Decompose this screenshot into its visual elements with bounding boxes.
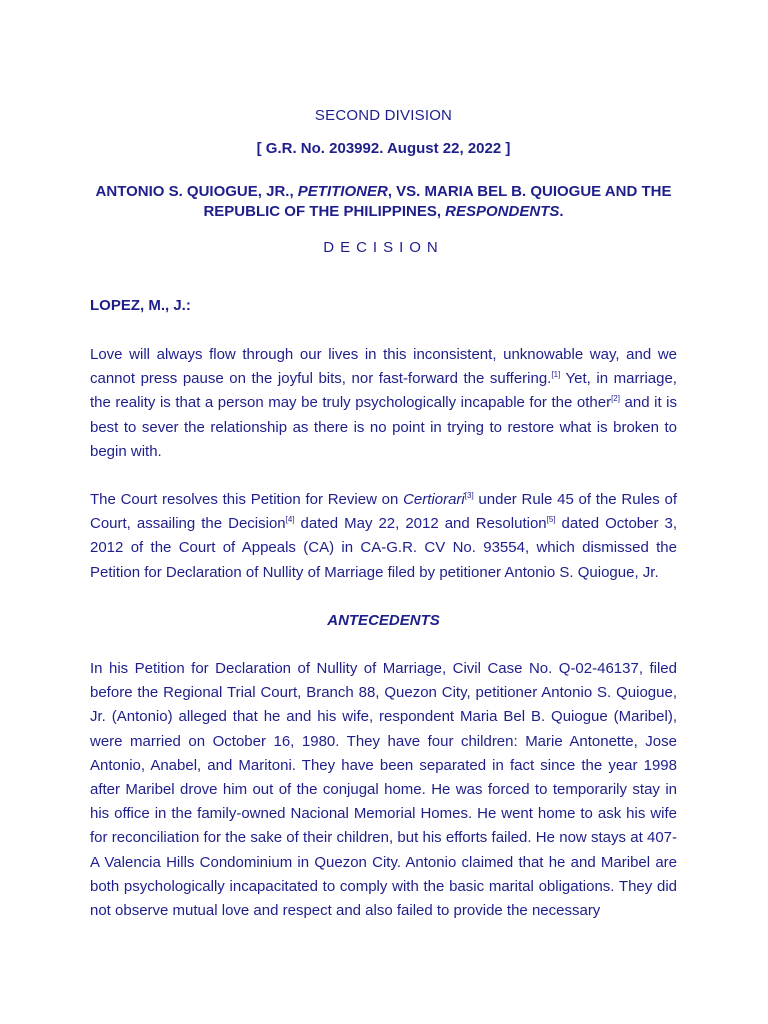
footnote-ref-3[interactable]: [3]: [464, 491, 474, 500]
respondents-names: , VS. MARIA BEL B. QUIOGUE AND THE REPUBLIC OF THE PHILIPPINES,: [203, 183, 672, 220]
p2-italic-certiorari: Certiorari: [403, 491, 465, 508]
division-heading: SECOND DIVISION: [314, 107, 453, 124]
p1-text-a: Love will always flow through our lives in this inconsistent, unknowable way, and we cannot press pause on the joyful bits, nor fast-forward the suffering.: [90, 346, 677, 388]
case-parties: [90, 182, 677, 222]
footnote-ref-1[interactable]: [1]: [551, 370, 561, 380]
antecedents-heading: ANTECEDENTS: [327, 612, 440, 629]
document-page: [90, 0, 677, 1024]
paragraph-intro: [90, 343, 677, 464]
paragraph-petition: [90, 488, 677, 585]
paragraph-antecedents: In his Petition for Declaration of Nullity of Marriage, Civil Case No. Q-02-46137, filed before the Regional Trial Court, Branch 88, Quezon City, petitioner Antonio S. Quiogue, Jr. (Antonio) alleged that he and his wife, respondent Maria Bel B. Quiogue (Maribel), were married on October 16, 1980. They have four children: Marie Antonette, Jose Antonio, Anabel, and Maritoni. They have been separated in fact since the year 1998 after Maribel drove him out of the conjugal home. He was forced to temporarily stay in his office in the family-owned Nacional Memorial Homes. He went home to ask his wife for reconciliation for the sake of their children, but his efforts failed. He now stays at 407-A Valencia Hills Condominium in Quezon City. Antonio claimed that he and Maribel are both psychologically incapacitated to comply with the basic marital obligations. They did not observe mutual love and respect and also failed to provide the necessary: [90, 660, 677, 920]
petitioner-role: PETITIONER: [297, 183, 388, 200]
ponente: LOPEZ, M., J.:: [90, 297, 191, 314]
p2-text-a: The Court resolves this Petition for Review on: [90, 491, 404, 508]
p2-text-d: dated October 3, 2012 of the Court of Appeals (CA) in CA-G.R. CV No. 93554, which dismissed the Petition for Declaration of Nullity of Marriage filed by petitioner Antonio S. Quiogue, Jr.: [90, 515, 677, 581]
footnote-ref-5[interactable]: [5]: [546, 515, 556, 525]
p1-text-c: and it is best to sever the relationship as there is no point in trying to restore what is broken to begin with.: [90, 394, 677, 460]
footnote-ref-4[interactable]: [4]: [285, 515, 295, 525]
p1-text-b: Yet, in marriage, the reality is that a person may be truly psychologically incapable for the other: [90, 370, 677, 412]
gr-number: [ G.R. No. 203992. August 22, 2022 ]: [256, 140, 511, 157]
decision-title: DECISION: [323, 239, 444, 256]
petitioner-name: ANTONIO S. QUIOGUE, JR.,: [95, 183, 298, 200]
footnote-ref-2[interactable]: [2]: [611, 394, 620, 404]
respondent-role: RESPONDENTS: [445, 203, 560, 220]
parties-end: .: [559, 203, 564, 220]
p2-text-c: dated May 22, 2012 and Resolution: [294, 515, 547, 533]
p2-text-b: under Rule 45 of the Rules of Court, assailing the Decision: [90, 491, 677, 533]
